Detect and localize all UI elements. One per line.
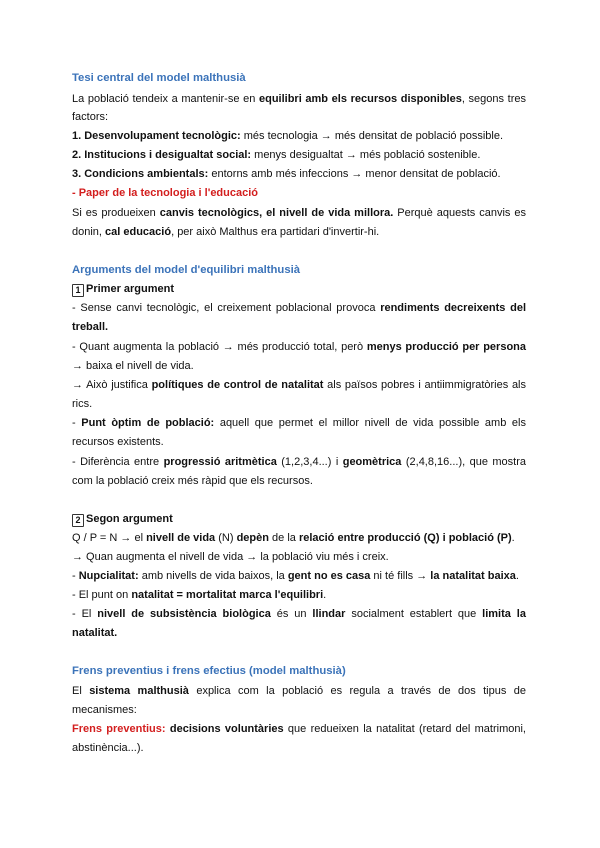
factor-3 bbox=[72, 167, 526, 181]
intro-paragraph-line bbox=[72, 92, 526, 106]
bold-span: natalitat = mortalitat marca l'equilibri bbox=[131, 589, 324, 601]
paragraph-line bbox=[72, 206, 526, 220]
factor-text: més tecnologia → més densitat de població possible. bbox=[240, 130, 504, 142]
paragraph-line: mecanismes: bbox=[72, 704, 137, 716]
text-span: - El bbox=[72, 608, 98, 620]
text-span: → Això justifica bbox=[72, 379, 152, 391]
text-span: socialment establert que bbox=[345, 608, 483, 620]
factor-label: 1. Desenvolupament tecnològic: bbox=[72, 130, 241, 142]
text-span: , segons tres bbox=[461, 93, 526, 105]
factor-2 bbox=[72, 148, 526, 162]
number-badge-icon: 1 bbox=[72, 284, 84, 297]
argument-title: Segon argument bbox=[86, 513, 173, 525]
factor-text: entorns amb més infeccions → menor densitat de població. bbox=[208, 168, 501, 180]
text-span: . bbox=[511, 532, 515, 544]
bold-span: gent no es casa bbox=[287, 570, 371, 582]
bold-span: → la natalitat baixa bbox=[416, 570, 516, 582]
argument-line bbox=[72, 588, 526, 602]
factor-label: 2. Institucions i desigualtat social: bbox=[72, 149, 252, 161]
argument-line: rics. bbox=[72, 398, 93, 410]
text-span: . bbox=[323, 589, 327, 601]
argument-line bbox=[72, 607, 526, 621]
text-span: que redueixen la natalitat (retard del matrimoni, bbox=[283, 723, 526, 735]
bold-span: nivell de subsistència biològica bbox=[97, 608, 271, 620]
bold-span: treball. bbox=[72, 321, 109, 333]
argument-line bbox=[72, 301, 526, 315]
text-span: de la bbox=[268, 532, 299, 544]
text-span: explica com la població es regula a través de dos tipus de bbox=[188, 685, 527, 697]
argument-line bbox=[72, 378, 526, 392]
text-span: amb nivells de vida baixos, la bbox=[138, 570, 288, 582]
argument-line: recursos existents. bbox=[72, 436, 164, 448]
text-span: donin, bbox=[72, 226, 106, 238]
bold-span: limita la bbox=[482, 608, 526, 620]
bold-span: polítiques de control de natalitat bbox=[151, 379, 324, 391]
bold-span: Nupcialitat: bbox=[78, 570, 139, 582]
bold-span: equilibri amb els recursos disponibles bbox=[258, 93, 462, 105]
text-span: (1,2,3,4...) i bbox=[276, 456, 343, 468]
text-span: La població tendeix a mantenir-se en bbox=[72, 93, 259, 105]
text-span: (2,4,8,16...), que mostra bbox=[401, 456, 527, 468]
argument-line bbox=[72, 626, 526, 640]
argument-2-heading bbox=[72, 512, 526, 527]
argument-line: → Quan augmenta el nivell de vida → la població viu més i creix. bbox=[72, 551, 389, 563]
paragraph-line bbox=[72, 684, 526, 698]
factor-1 bbox=[72, 129, 526, 143]
argument-line: com la població creix més ràpid que els recursos. bbox=[72, 475, 313, 487]
argument-line bbox=[72, 320, 526, 334]
argument-line bbox=[72, 340, 526, 354]
text-span: Si es produeixen bbox=[72, 207, 160, 219]
paragraph-line bbox=[72, 225, 526, 239]
bold-span: sistema malthusià bbox=[89, 685, 189, 697]
argument-line bbox=[72, 455, 526, 469]
bold-span: nivell de vida bbox=[146, 532, 216, 544]
bold-span: cal educació bbox=[105, 226, 172, 238]
argument-line bbox=[72, 416, 526, 430]
bold-span: depèn bbox=[236, 532, 269, 544]
text-span: aquell que permet el millor nivell de vida possible amb els bbox=[214, 417, 526, 429]
paragraph-line bbox=[72, 722, 526, 736]
paragraph-line: abstinència...). bbox=[72, 742, 144, 754]
number-badge-icon: 2 bbox=[72, 514, 84, 527]
text-span: , per això Malthus era partidari d'invertir-hi. bbox=[171, 226, 380, 238]
text-span: Perquè aquests canvis es bbox=[393, 207, 527, 219]
bold-span: decisions voluntàries bbox=[169, 723, 284, 735]
text-span: - El punt on bbox=[72, 589, 132, 601]
bold-span: canvis tecnològics, el nivell de vida millora. bbox=[159, 207, 394, 219]
text-span: als països pobres i antiimmigratòries als bbox=[323, 379, 527, 391]
section-title-arguments: Arguments del model d'equilibri malthusià bbox=[72, 264, 301, 276]
intro-paragraph-line: factors: bbox=[72, 111, 109, 123]
argument-title: Primer argument bbox=[86, 283, 175, 295]
section-title-tesi: Tesi central del model malthusià bbox=[72, 72, 246, 84]
bold-span: menys producció per persona bbox=[366, 341, 526, 353]
text-span: El bbox=[72, 685, 90, 697]
argument-1-heading bbox=[72, 282, 526, 297]
text-span: ni té fills bbox=[370, 570, 417, 582]
bold-span: natalitat. bbox=[72, 627, 118, 639]
argument-line bbox=[72, 569, 526, 583]
argument-line: → baixa el nivell de vida. bbox=[72, 360, 194, 372]
bold-span: llindar bbox=[312, 608, 346, 620]
bold-span: geomètrica bbox=[342, 456, 402, 468]
section-title-frens: Frens preventius i frens efectius (model malthusià) bbox=[72, 665, 346, 677]
subheading-tecnologia: - Paper de la tecnologia i l'educació bbox=[72, 187, 259, 199]
text-span: - Quant augmenta la població → més producció total, però bbox=[72, 341, 367, 353]
factor-text: menys desigualtat → més població sostenible. bbox=[251, 149, 481, 161]
text-span: - bbox=[72, 570, 79, 582]
text-span: Q / P = N → el bbox=[72, 532, 147, 544]
bold-span: rendiments decreixents del bbox=[380, 302, 526, 314]
bold-span: progressió aritmètica bbox=[163, 456, 277, 468]
text-span: és un bbox=[270, 608, 313, 620]
argument-line bbox=[72, 531, 526, 545]
bold-span: Punt òptim de població: bbox=[81, 417, 215, 429]
text-span: . bbox=[515, 570, 519, 582]
text-span: - Sense canvi tecnològic, el creixement poblacional provoca bbox=[72, 302, 381, 314]
text-span: (N) bbox=[215, 532, 237, 544]
bold-span: relació entre producció (Q) i població (P) bbox=[298, 532, 512, 544]
factor-label: 3. Condicions ambientals: bbox=[72, 168, 209, 180]
red-term: Frens preventius: bbox=[72, 723, 166, 735]
text-span: - Diferència entre bbox=[72, 456, 164, 468]
text-span: - bbox=[72, 417, 82, 429]
